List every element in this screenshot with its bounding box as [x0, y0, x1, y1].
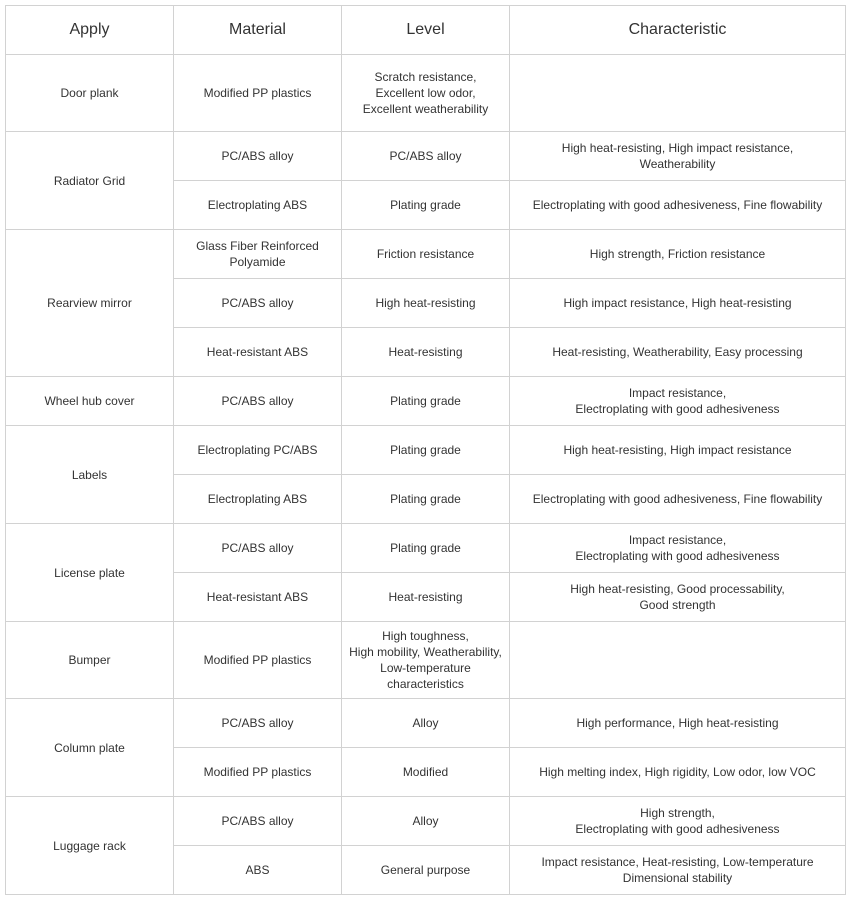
apply-cell: Labels: [6, 426, 174, 524]
materials-table: [5, 5, 846, 895]
characteristic-cell: High melting index, High rigidity, Low odor, low VOC: [510, 748, 846, 797]
material-cell: PC/ABS alloy: [174, 524, 342, 573]
characteristic-cell: Heat-resisting, Weatherability, Easy processing: [510, 328, 846, 377]
level-cell: Plating grade: [342, 181, 510, 230]
header-apply: Apply: [6, 6, 174, 55]
table-row: [6, 622, 846, 699]
table-row: [6, 55, 846, 132]
table-row: [6, 426, 846, 475]
characteristic-cell: High heat-resisting, High impact resistance, Weatherability: [510, 132, 846, 181]
level-cell: Heat-resisting: [342, 573, 510, 622]
table-row: [6, 132, 846, 181]
level-cell: Heat-resisting: [342, 328, 510, 377]
table-body: [6, 55, 846, 895]
characteristic-cell: Electroplating with good adhesiveness, Fine flowability: [510, 475, 846, 524]
material-cell: Electroplating PC/ABS: [174, 426, 342, 475]
material-cell: PC/ABS alloy: [174, 377, 342, 426]
material-cell: Heat-resistant ABS: [174, 573, 342, 622]
material-cell: PC/ABS alloy: [174, 699, 342, 748]
level-cell: Modified: [342, 748, 510, 797]
table-row: [6, 377, 846, 426]
material-cell: Modified PP plastics: [174, 748, 342, 797]
apply-cell: Radiator Grid: [6, 132, 174, 230]
characteristic-cell: Impact resistance, Electroplating with good adhesiveness: [510, 524, 846, 573]
characteristic-cell: High strength, Friction resistance: [510, 230, 846, 279]
material-cell: Glass Fiber Reinforced Polyamide: [174, 230, 342, 279]
table-row: [6, 524, 846, 573]
level-cell: Plating grade: [342, 524, 510, 573]
material-cell: Heat-resistant ABS: [174, 328, 342, 377]
apply-cell: Door plank: [6, 55, 174, 132]
level-cell: General purpose: [342, 846, 510, 895]
apply-cell: Luggage rack: [6, 797, 174, 895]
material-cell: PC/ABS alloy: [174, 797, 342, 846]
apply-cell: Column plate: [6, 699, 174, 797]
apply-cell: License plate: [6, 524, 174, 622]
characteristic-cell: High impact resistance, High heat-resisting: [510, 279, 846, 328]
characteristic-cell: High performance, High heat-resisting: [510, 699, 846, 748]
level-cell: Scratch resistance, Excellent low odor, Excellent weatherability: [342, 55, 510, 132]
characteristic-cell: High heat-resisting, High impact resistance: [510, 426, 846, 475]
header-characteristic: Characteristic: [510, 6, 846, 55]
apply-cell: Bumper: [6, 622, 174, 699]
characteristic-cell: Electroplating with good adhesiveness, Fine flowability: [510, 181, 846, 230]
characteristic-cell: Impact resistance, Heat-resisting, Low-temperature Dimensional stability: [510, 846, 846, 895]
material-cell: PC/ABS alloy: [174, 132, 342, 181]
characteristic-cell: High heat-resisting, Good processability, Good strength: [510, 573, 846, 622]
material-cell: Electroplating ABS: [174, 181, 342, 230]
apply-cell: Rearview mirror: [6, 230, 174, 377]
characteristic-cell: Impact resistance, Electroplating with good adhesiveness: [510, 377, 846, 426]
table-row: [6, 797, 846, 846]
header-material: Material: [174, 6, 342, 55]
header-row: [6, 6, 846, 55]
table-header: [6, 6, 846, 55]
level-cell: Plating grade: [342, 426, 510, 475]
level-cell: High heat-resisting: [342, 279, 510, 328]
level-cell: Friction resistance: [342, 230, 510, 279]
characteristic-cell: [510, 622, 846, 699]
material-cell: ABS: [174, 846, 342, 895]
table-row: [6, 230, 846, 279]
material-cell: PC/ABS alloy: [174, 279, 342, 328]
level-cell: PC/ABS alloy: [342, 132, 510, 181]
level-cell: Plating grade: [342, 475, 510, 524]
level-cell: Alloy: [342, 797, 510, 846]
level-cell: High toughness, High mobility, Weatherability, Low-temperature characteristics: [342, 622, 510, 699]
characteristic-cell: High strength, Electroplating with good adhesiveness: [510, 797, 846, 846]
level-cell: Alloy: [342, 699, 510, 748]
material-cell: Electroplating ABS: [174, 475, 342, 524]
material-cell: Modified PP plastics: [174, 55, 342, 132]
apply-cell: Wheel hub cover: [6, 377, 174, 426]
level-cell: Plating grade: [342, 377, 510, 426]
header-level: Level: [342, 6, 510, 55]
material-cell: Modified PP plastics: [174, 622, 342, 699]
characteristic-cell: [510, 55, 846, 132]
table-row: [6, 699, 846, 748]
